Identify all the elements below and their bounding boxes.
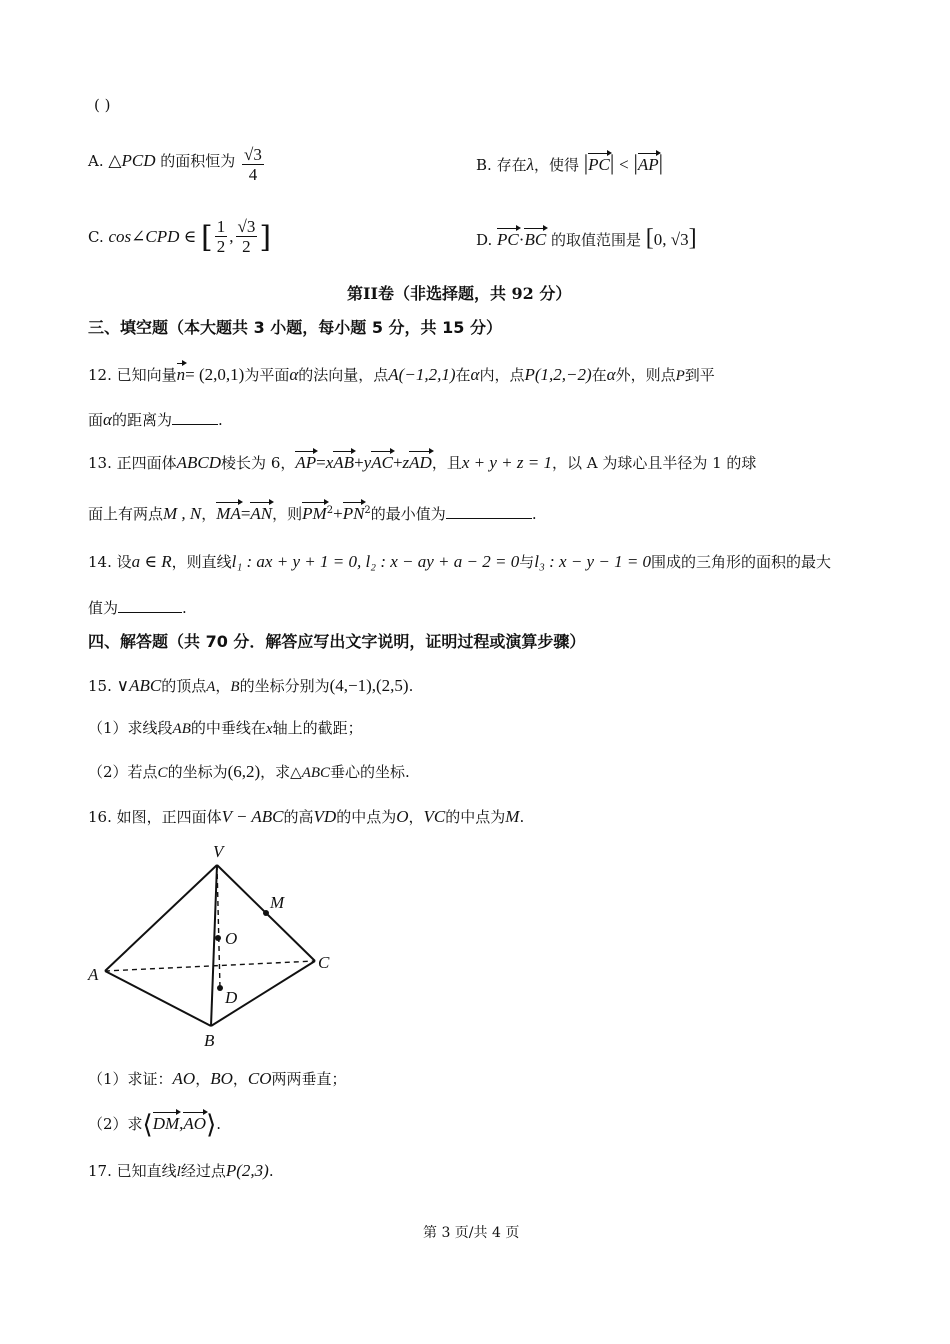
- option-c: C. cos∠CPD ∈ [ $\frac{1}{2}$ , $\frac{√3}{2}$ ]: [88, 217, 272, 256]
- denominator: 4: [248, 165, 258, 184]
- x: x: [265, 721, 273, 737]
- q13-text: 面上有两点: [88, 505, 164, 523]
- triangle-symbol: ∨: [116, 676, 130, 695]
- alpha: α: [470, 365, 480, 384]
- q13-text: ，且: [431, 454, 462, 472]
- q16-stem: [88, 808, 524, 825]
- period: .: [531, 505, 537, 523]
- q14-number: 14.: [88, 553, 112, 571]
- label-o: O: [225, 929, 238, 948]
- plus: +: [392, 453, 403, 472]
- abc: ABC: [301, 765, 331, 781]
- equals: =: [316, 453, 326, 472]
- q16-text: （2）求: [88, 1115, 143, 1133]
- alpha: α: [606, 365, 616, 384]
- vec-pn: PN: [342, 504, 365, 523]
- label-b: B: [204, 1031, 215, 1050]
- q16-number: 16.: [88, 808, 112, 826]
- coords: (4,−1),(2,5): [329, 676, 409, 695]
- q14-text: 围成的三角形的面积的最大: [651, 553, 832, 571]
- q17-number: 17.: [88, 1162, 112, 1180]
- height-vd: [217, 865, 220, 988]
- a: A: [206, 679, 216, 695]
- period: .: [216, 1115, 222, 1133]
- option-a-text: 的面积恒为: [160, 152, 236, 170]
- z: z: [402, 453, 410, 472]
- cos-expr: cos∠CPD ∈: [108, 227, 197, 246]
- option-d-label: D.: [476, 231, 493, 249]
- q15-text: ，求△: [260, 763, 302, 781]
- vec-ad: AD: [409, 453, 432, 472]
- vec-bc: BC: [524, 230, 547, 249]
- ao: AO: [172, 1069, 196, 1088]
- q12-text: 内，点: [479, 366, 525, 384]
- x: x: [325, 453, 334, 472]
- co: CO: [247, 1069, 272, 1088]
- option-c-label: C.: [88, 228, 104, 246]
- comma: ,: [179, 1114, 184, 1133]
- q12-text: 的法向量，点: [298, 366, 389, 384]
- q15-text: 的中垂线在: [190, 719, 266, 737]
- q16-text: ，: [408, 808, 424, 826]
- q15-text: 垂心的坐标.: [330, 763, 410, 781]
- q12-text: 为平面: [244, 366, 290, 384]
- q16-text: 的高: [283, 808, 314, 826]
- q14-line2: [88, 598, 187, 616]
- q13-text: 的最小值为: [370, 505, 446, 523]
- q13-line1: [88, 454, 756, 471]
- m: M: [505, 807, 520, 826]
- plus: +: [333, 504, 343, 523]
- ab: AB: [172, 721, 191, 737]
- comma: ，: [195, 1070, 211, 1088]
- q17-stem: [88, 1162, 274, 1180]
- o: O: [396, 807, 409, 826]
- q15-text: （2）若点: [88, 763, 158, 781]
- section-4-title: 四、解答题（共 70 分．解答应写出文字说明，证明过程或演算步骤）: [88, 632, 586, 651]
- answer-blank[interactable]: [172, 410, 218, 425]
- vec-ab: AB: [333, 453, 355, 472]
- q15-text: 的坐标分别为: [239, 677, 330, 695]
- option-b-text1: 存在: [496, 156, 527, 174]
- q16-text: 的中点为: [336, 808, 397, 826]
- q13-text: ，则: [272, 505, 303, 523]
- line-l3: l₃ : x − y − 1 = 0: [534, 552, 652, 571]
- q14-text: 设: [116, 553, 132, 571]
- lambda: λ: [526, 155, 534, 174]
- comma: ，: [201, 505, 217, 523]
- alpha: α: [289, 365, 299, 384]
- vec-ac: AC: [371, 453, 393, 472]
- vabc: V − ABC: [221, 807, 284, 826]
- part2-title: 第II卷（非选择题，共 92 分）: [347, 284, 572, 303]
- period: .: [182, 599, 187, 617]
- q14-text: ，则直线: [171, 553, 232, 571]
- q14-text: 与: [519, 553, 535, 571]
- q12-line1: [88, 366, 715, 384]
- vec-pc: PC: [497, 230, 519, 249]
- option-d: D. PC·BC 的取值范围是 [0, √3]: [476, 225, 697, 251]
- q13-number: 13.: [88, 454, 112, 472]
- q16-part1: [88, 1070, 347, 1087]
- frac-den: 2: [216, 237, 226, 256]
- q15-text: 轴上的截距；: [272, 719, 363, 737]
- answer-paren: ( ): [94, 96, 111, 114]
- l: l: [176, 1164, 181, 1180]
- q13-line2: [88, 504, 537, 522]
- q17-text: 经过点: [180, 1162, 226, 1180]
- q16-part2: （2）求⟨DM,AO⟩.: [88, 1110, 222, 1139]
- vec-ao: AO: [183, 1114, 207, 1133]
- label-m: M: [270, 893, 285, 912]
- frac-den: 2: [242, 237, 251, 256]
- pcd: PCD: [121, 151, 156, 170]
- vec-n: n: [176, 365, 186, 384]
- section-3-title: 三、填空题（本大题共 3 小题，每小题 5 分，共 15 分）: [88, 318, 502, 337]
- label-a: A: [88, 965, 99, 984]
- lines-l1-l2: l₁ : ax + y + 1 = 0, l₂ : x − ay + a − 2 = 0: [231, 552, 520, 571]
- frac-num: 1: [216, 217, 226, 236]
- period: .: [217, 411, 223, 429]
- period: .: [408, 677, 414, 695]
- vec-n-value: = (2,0,1): [185, 365, 245, 384]
- frac-num: √3: [237, 217, 256, 236]
- option-b-label: B.: [476, 156, 492, 174]
- vec-pc: PC: [588, 155, 610, 174]
- q12-line2: [88, 410, 223, 428]
- point-p: P(2,3): [225, 1161, 269, 1180]
- q12-text: 已知向量: [116, 366, 177, 384]
- q15-text: （1）求线段: [88, 719, 173, 737]
- q16-text: 如图，正四面体: [116, 808, 222, 826]
- answer-blank[interactable]: [446, 504, 532, 519]
- vec-ma: MA: [216, 504, 241, 523]
- label-c: C: [318, 953, 330, 972]
- q15-part2: [88, 763, 410, 781]
- comma: ，: [215, 677, 231, 695]
- frac-half: [215, 218, 228, 255]
- edge-va: [105, 865, 217, 971]
- alpha: α: [103, 410, 112, 429]
- vc: VC: [423, 807, 446, 826]
- q13-text: 棱长为 6，: [221, 454, 296, 472]
- p: P: [675, 368, 685, 384]
- coord: (6,2): [227, 762, 261, 781]
- comma: ，: [232, 1070, 248, 1088]
- q15-text: 的坐标为: [167, 763, 228, 781]
- q13-text: ，以 A 为球心且半径为 1 的球: [551, 454, 757, 472]
- y: y: [363, 453, 372, 472]
- q12-text: 在: [455, 366, 471, 384]
- q12-text: 外，则点: [615, 366, 676, 384]
- option-d-text: 的取值范围是: [550, 231, 641, 249]
- q12-text: 到平: [684, 366, 715, 384]
- vec-pm: PM: [302, 504, 327, 523]
- label-v: V: [213, 842, 224, 861]
- condition: x + y + z = 1: [461, 453, 552, 472]
- vec-ap: AP: [295, 453, 317, 472]
- b: B: [230, 679, 240, 695]
- q15-part1: [88, 721, 363, 737]
- vd: VD: [313, 807, 337, 826]
- square: 2: [326, 505, 334, 516]
- point-d: [217, 985, 223, 991]
- q15-number: 15.: [88, 677, 112, 695]
- numerator: √3: [244, 145, 262, 164]
- vec-dm: DM: [152, 1114, 180, 1133]
- option-b-text2: ，使得: [533, 156, 579, 174]
- a-in-r: a ∈ R: [131, 552, 172, 571]
- triangle-symbol: △: [108, 151, 122, 170]
- q15-text: 的顶点: [161, 677, 207, 695]
- vec-ap: AP: [637, 155, 659, 174]
- fraction-sqrt3-over-4: [242, 146, 264, 183]
- q16-text: 两两垂直；: [271, 1070, 347, 1088]
- q14-line1: [88, 553, 831, 570]
- c: C: [157, 765, 168, 781]
- option-a: [88, 146, 266, 183]
- range: 0, √3: [653, 230, 689, 249]
- q13-text: 正四面体: [116, 454, 177, 472]
- equals: =: [240, 504, 251, 523]
- q12-text: 在: [591, 366, 607, 384]
- q17-text: 已知直线: [116, 1162, 177, 1180]
- q12-text: 的距离为: [111, 411, 172, 429]
- option-b: B. 存在λ，使得 |PC| < |AP|: [476, 150, 664, 175]
- abc: ABC: [129, 676, 162, 695]
- q15-stem: [88, 677, 413, 695]
- edge-ac-hidden: [105, 961, 315, 971]
- frac-sqrt3-half: [236, 218, 258, 255]
- point-o: [215, 935, 221, 941]
- vec-an: AN: [250, 504, 273, 523]
- period: .: [268, 1162, 274, 1180]
- bo: BO: [210, 1069, 233, 1088]
- edge-ab: [105, 971, 211, 1026]
- edge-vb: [211, 865, 217, 1026]
- square: 2: [364, 505, 371, 516]
- q12-number: 12.: [88, 366, 112, 384]
- points-mn: M , N: [163, 504, 202, 523]
- less-than: <: [619, 155, 629, 174]
- plus: +: [354, 453, 364, 472]
- point-p: P(1,2,−2): [524, 365, 592, 384]
- answer-blank[interactable]: [118, 598, 182, 613]
- label-d: D: [225, 988, 238, 1007]
- q16-text: 的中点为: [445, 808, 506, 826]
- q14-text: 值为: [88, 599, 119, 617]
- dot: ·: [518, 230, 525, 249]
- period: .: [519, 808, 525, 826]
- q12-text: 面: [88, 411, 104, 429]
- tetrahedron-figure: [80, 838, 350, 1053]
- point-a: A(−1,2,1): [388, 365, 456, 384]
- page-footer: 第 3 页/共 4 页: [423, 1225, 520, 1241]
- option-a-label: A.: [88, 152, 104, 170]
- abcd: ABCD: [176, 453, 222, 472]
- point-m: [263, 910, 269, 916]
- q16-text: （1）求证：: [88, 1070, 173, 1088]
